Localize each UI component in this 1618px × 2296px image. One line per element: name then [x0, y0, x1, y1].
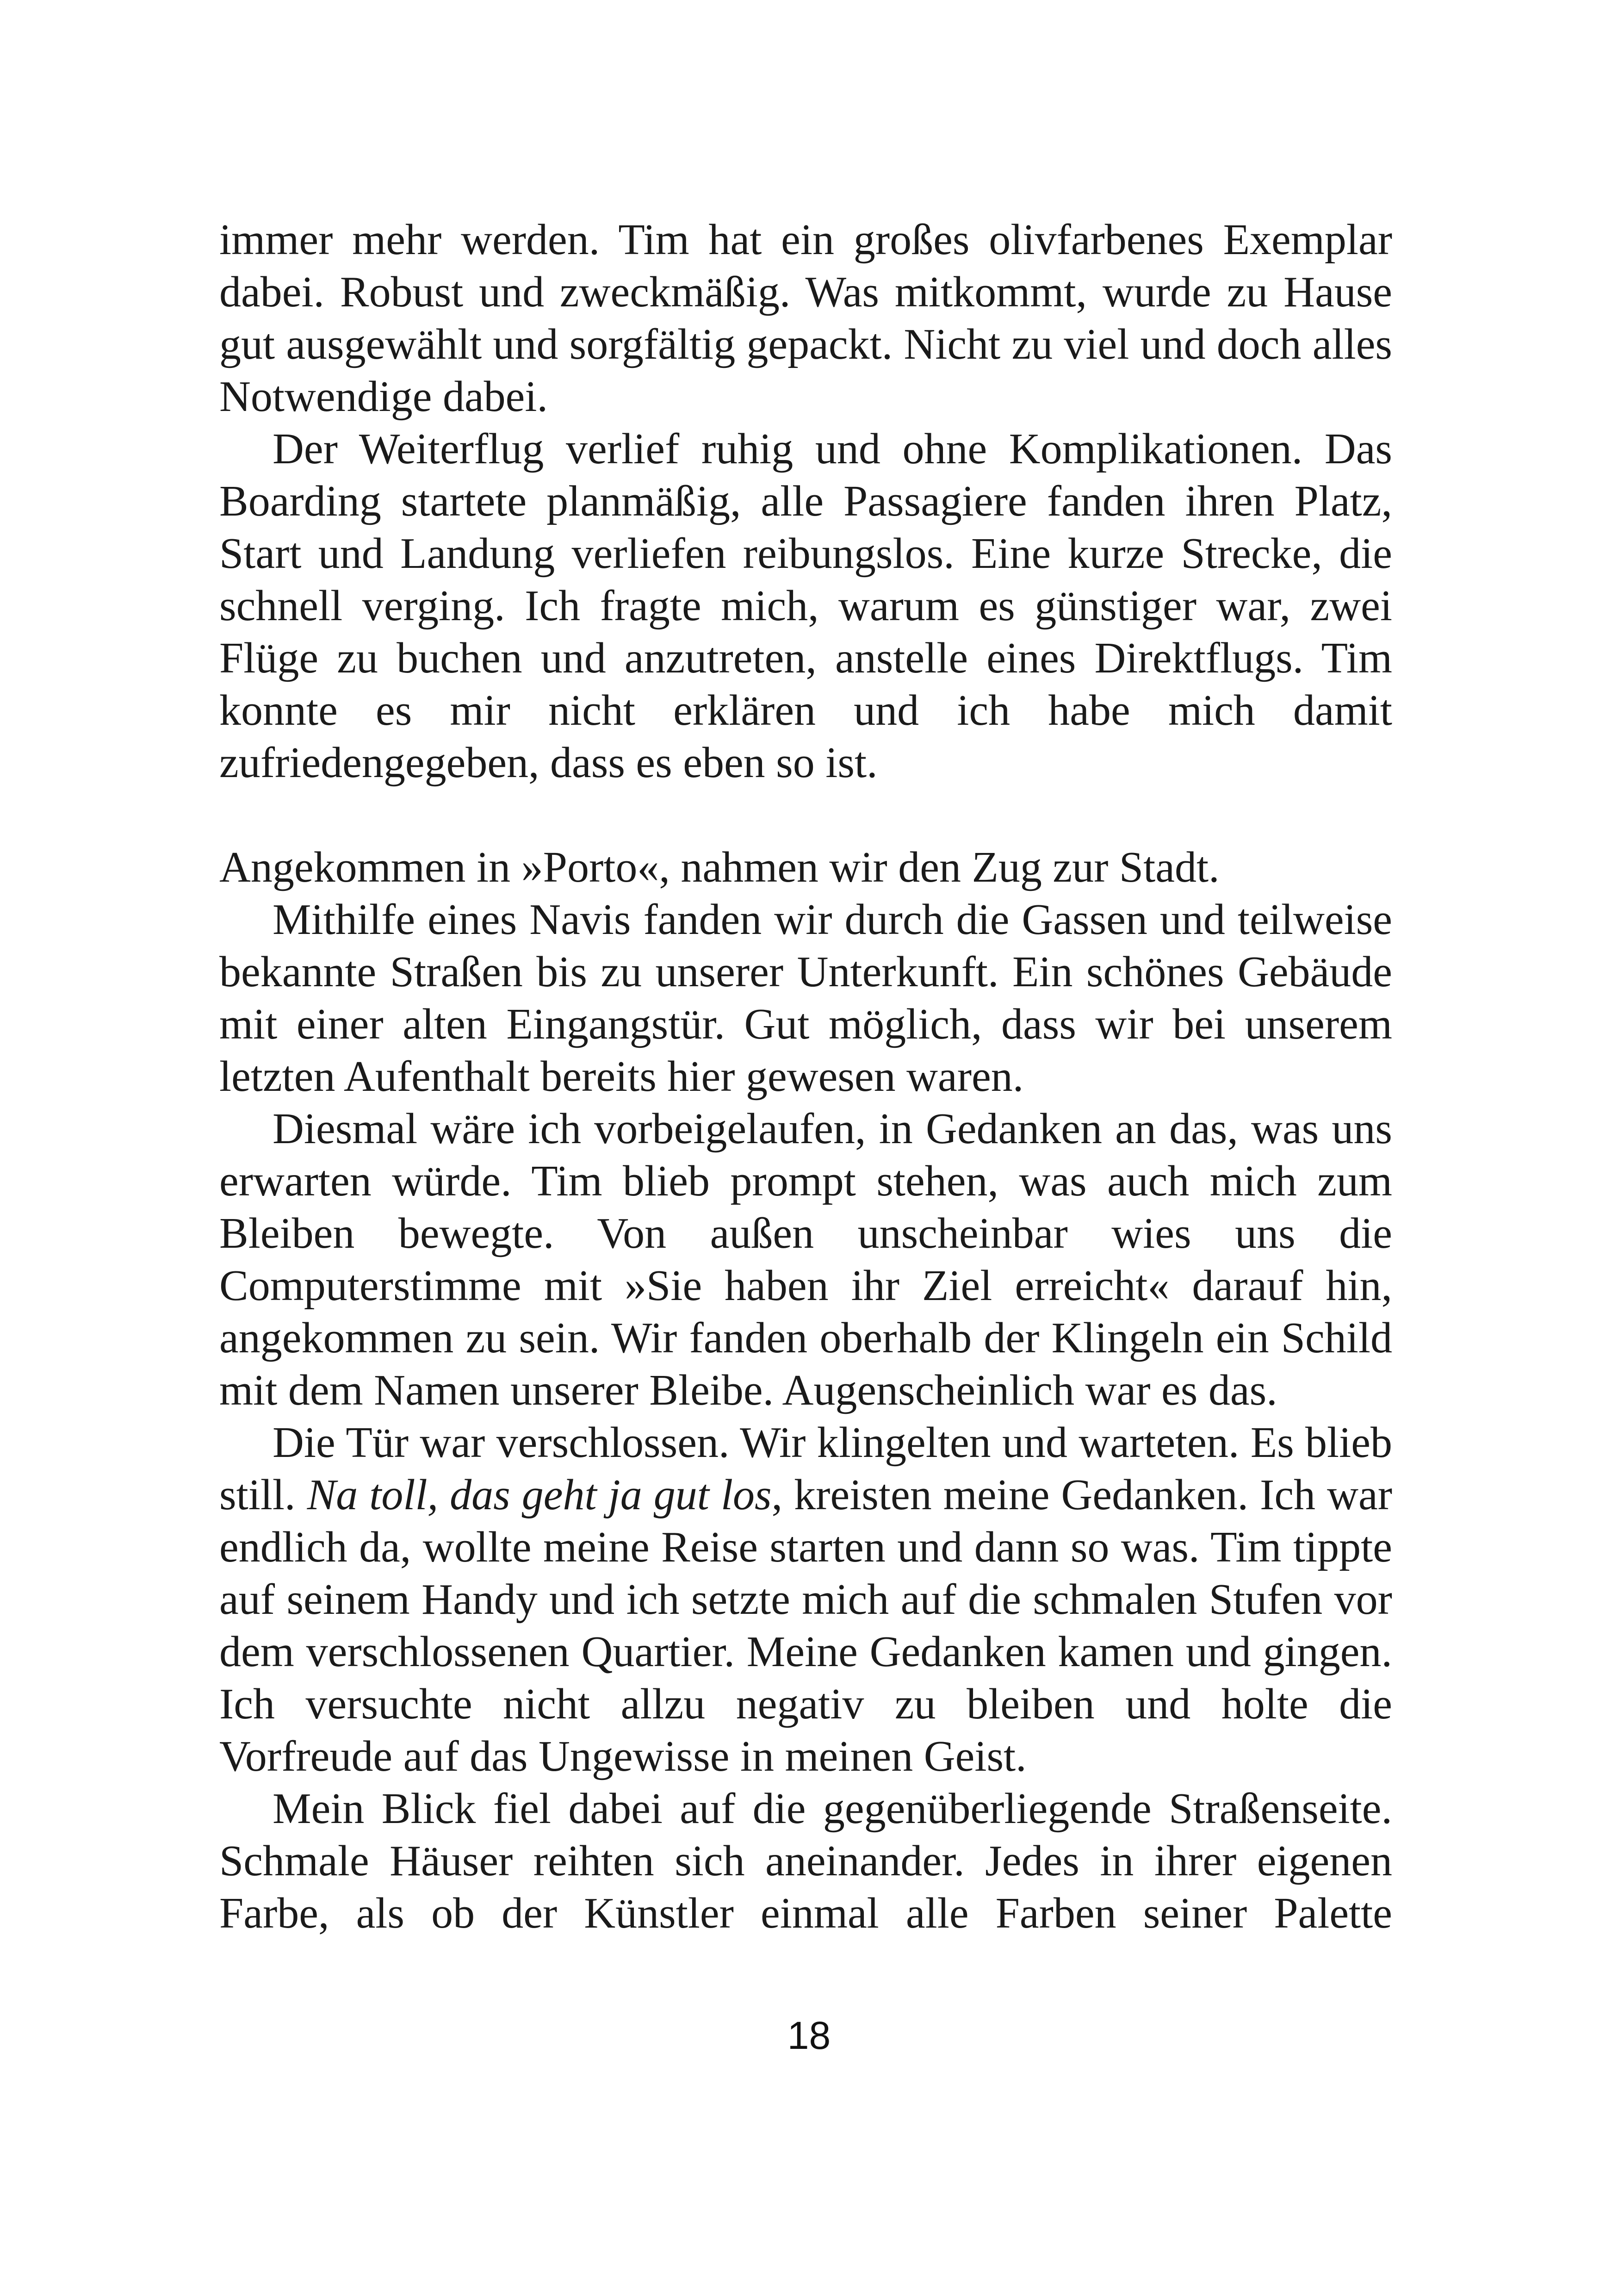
paragraph-5: Diesmal wäre ich vorbeigelaufen, in Gedanken an das, was uns erwarten würde. Tim blieb prompt stehen, was auch mich zum Bleiben bewegte. Von außen unscheinbar wies uns die Computerstimme mit »Sie haben ihr Ziel erreicht« darauf hin, angekommen zu sein. Wir fanden oberhalb der Klingeln ein Schild mit dem Namen unserer Bleibe. Augenscheinlich war es das. — [219, 1105, 1392, 1414]
paragraph-6-italic-thought: Na toll, das geht ja gut los — [307, 1471, 772, 1519]
body-text — [219, 214, 1392, 1940]
paragraph-4: Mithilfe eines Navis fanden wir durch die Gassen und teilweise bekannte Straßen bis zu unserer Unterkunft. Ein schönes Gebäude mit einer alten Eingangstür. Gut möglich, dass wir bei unserem letzten Aufenthalt bereits hier gewesen waren. — [219, 896, 1392, 1101]
paragraph-1: immer mehr werden. Tim hat ein großes olivfarbenes Exemplar dabei. Robust und zweckmäßig. Was mitkommt, wurde zu Hause gut ausgewählt und sorgfältig gepackt. Nicht zu viel und doch alles Notwendige dabei. — [219, 216, 1392, 421]
paragraph-2: Der Weiterflug verlief ruhig und ohne Komplikationen. Das Boarding startete planmäßig, alle Passagiere fanden ihren Platz, Start und Landung verliefen reibungslos. Eine kurze Strecke, die schnell verging. Ich fragte mich, warum es günstiger war, zwei Flüge zu buchen und anzutreten, anstelle eines Direktflugs. Tim konnte es mir nicht erklären und ich habe mich damit zufriedengegeben, dass es eben so ist. — [219, 425, 1392, 787]
paragraph-7: Mein Blick fiel dabei auf die gegenüberliegende Straßenseite. Schmale Häuser reihten sich aneinander. Jedes in ihrer eigenen Farbe, als ob der Künstler einmal alle Farben seiner Palette — [219, 1785, 1392, 1937]
page-number: 18 — [787, 2014, 831, 2057]
section-break — [219, 789, 1392, 841]
paragraph-6 — [219, 1417, 1392, 1783]
paragraph-6-end: , kreisten meine Gedanken. Ich war endlich da, wollte meine Reise starten und dann so was. Tim tippte auf seinem Handy und ich setzte mich auf die schmalen Stufen vor dem verschlossenen Quartier. Meine Gedanken kamen und gingen. Ich versuchte nicht allzu negativ zu bleiben und holte die Vorfreude auf das Ungewisse in meinen Geist. — [219, 1471, 1392, 1780]
paragraph-3: Angekommen in »Porto«, nahmen wir den Zug zur Stadt. — [219, 843, 1220, 891]
paragraph-6-start: Die Tür war verschlossen. Wir klingelten und warteten. Es blieb still. — [219, 1419, 1392, 1519]
